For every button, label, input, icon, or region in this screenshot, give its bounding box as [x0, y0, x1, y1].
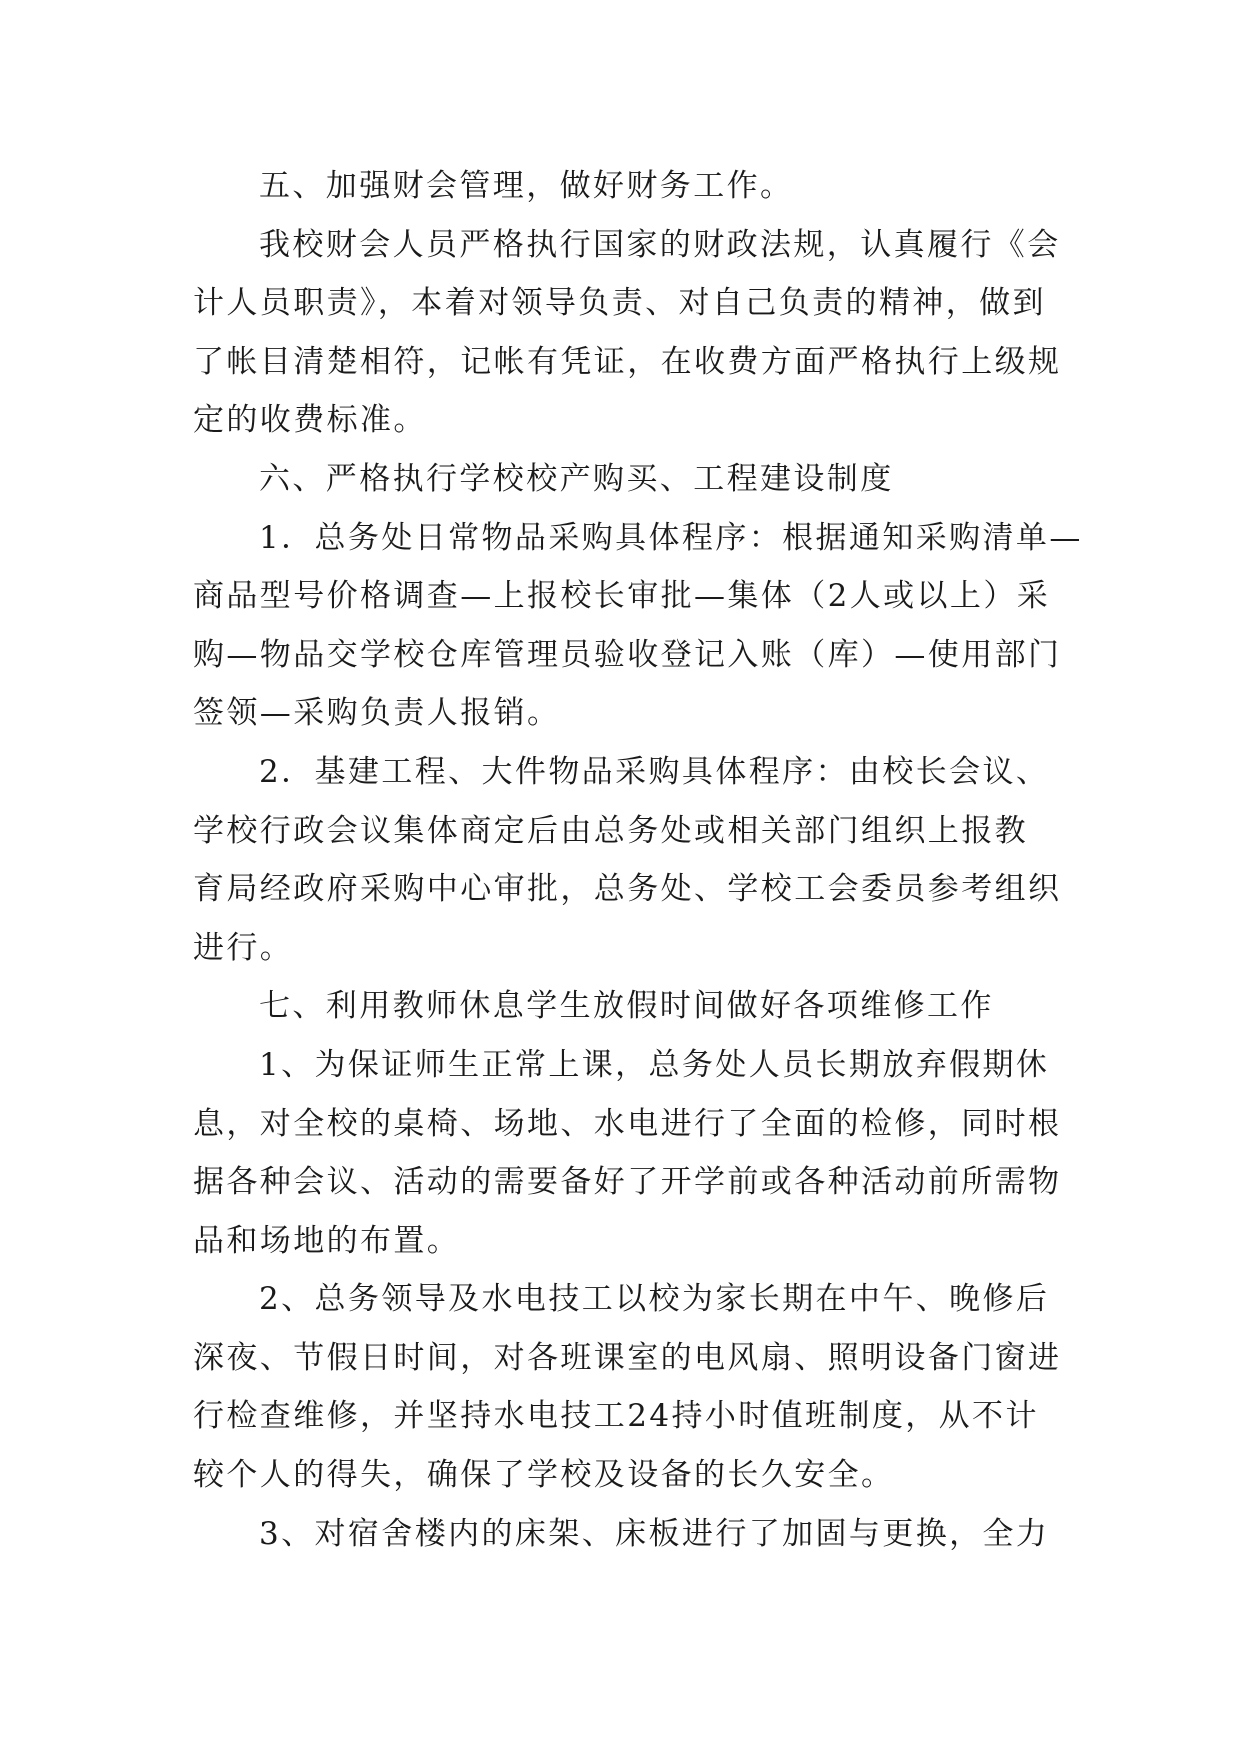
heading-section-7 — [193, 977, 1053, 1036]
text-line: 了帐目清楚相符，记帐有凭证，在收费方面严格执行上级规 — [193, 343, 1062, 380]
paragraph-maintenance-3 — [193, 1505, 1053, 1564]
text-line: 五、加强财会管理，做好财务工作。 — [259, 168, 794, 204]
paragraph-maintenance-2 — [193, 1270, 1062, 1504]
text-line: 息，对全校的桌椅、场地、水电进行了全面的检修，同时根 — [193, 1105, 1062, 1142]
text-line: 六、严格执行学校校产购买、工程建设制度 — [259, 460, 894, 497]
paragraph-procurement-1 — [193, 509, 1083, 743]
text-line: 1．总务处日常物品采购具体程序：根据通知采购清单— — [259, 519, 1083, 556]
text-line: 学校行政会议集体商定后由总务处或相关部门组织上报教 — [193, 812, 1028, 849]
text-line: 进行。 — [193, 929, 294, 966]
text-line: 购—物品交学校仓库管理员验收登记入账（库）—使用部门 — [193, 636, 1062, 673]
text-line: 商品型号价格调查—上报校长审批—集体（2人或以上）采 — [193, 578, 1051, 615]
paragraph-finance — [193, 216, 1062, 450]
text-line: 据各种会议、活动的需要备好了开学前或各种活动前所需物 — [193, 1164, 1062, 1201]
text-line: 1、为保证师生正常上课，总务处人员长期放弃假期休 — [259, 1046, 1050, 1083]
document-body — [193, 157, 1083, 1563]
text-line: 七、利用教师休息学生放假时间做好各项维修工作 — [259, 988, 994, 1025]
paragraph-maintenance-1 — [193, 1036, 1062, 1270]
text-line: 较个人的得失，确保了学校及设备的长久安全。 — [193, 1457, 895, 1494]
text-line: 定的收费标准。 — [193, 402, 427, 439]
text-line: 2．基建工程、大件物品采购具体程序：由校长会议、 — [259, 753, 1050, 790]
text-line: 育局经政府采购中心审批，总务处、学校工会委员参考组织 — [193, 871, 1062, 908]
text-line: 深夜、节假日时间，对各班课室的电风扇、照明设备门窗进 — [193, 1339, 1062, 1376]
heading-section-5 — [193, 157, 1053, 216]
text-line: 我校财会人员严格执行国家的财政法规，认真履行《会 — [259, 226, 1061, 263]
text-line: 计人员职责》，本着对领导负责、对自己负责的精神，做到 — [193, 285, 1046, 322]
text-line: 签领—采购负责人报销。 — [193, 695, 561, 732]
text-line: 3、对宿舍楼内的床架、床板进行了加固与更换，全力 — [259, 1515, 1050, 1552]
heading-section-6 — [193, 450, 1053, 509]
text-line: 品和场地的布置。 — [193, 1222, 461, 1259]
text-line: 行检查维修，并坚持水电技工24持小时值班制度，从不计 — [193, 1398, 1039, 1435]
text-line: 2、总务领导及水电技工以校为家长期在中午、晚修后 — [259, 1281, 1050, 1318]
paragraph-procurement-2 — [193, 743, 1062, 977]
